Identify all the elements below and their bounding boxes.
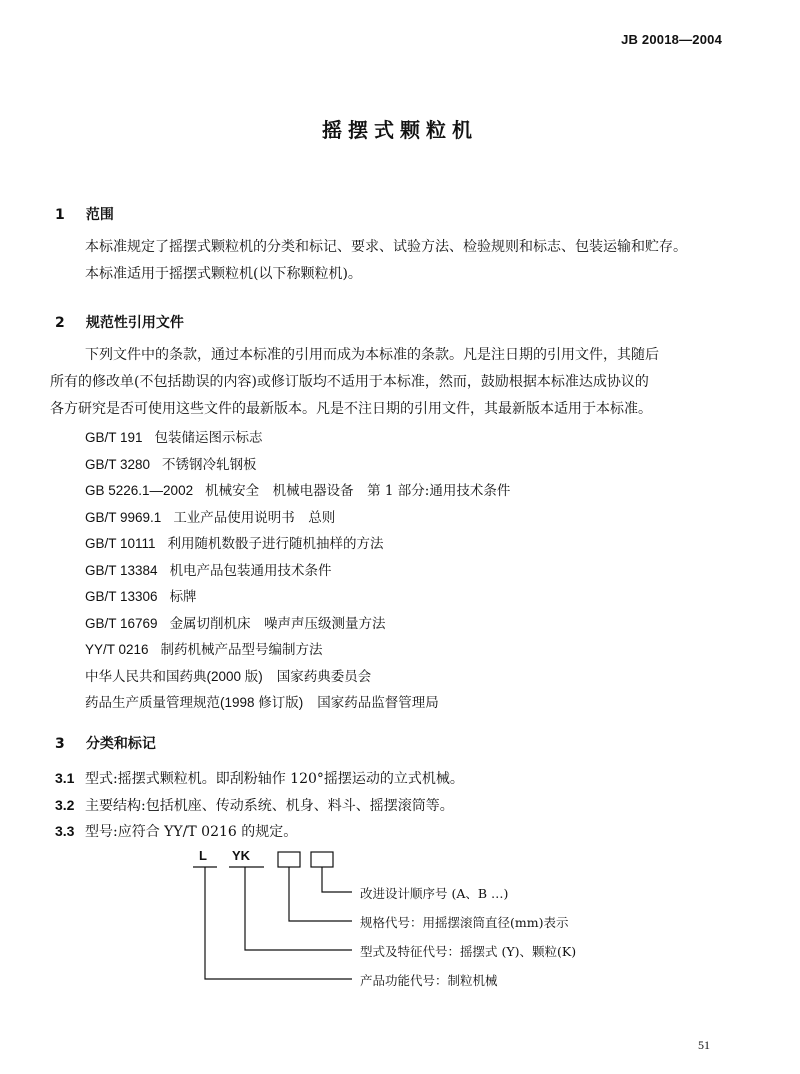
reference-item xyxy=(85,505,510,532)
diagram-letter-l: L xyxy=(199,848,207,863)
section-title: 分类和标记 xyxy=(85,736,156,752)
clause-number: 3.3 xyxy=(55,823,75,839)
reference-item xyxy=(85,425,510,452)
section-number: 1 xyxy=(55,207,65,223)
reference-item xyxy=(85,452,510,479)
reference-item xyxy=(85,478,510,505)
reference-code: GB/T 191 xyxy=(85,430,143,445)
reference-title: 机电产品包装通用技术条件 xyxy=(169,562,332,579)
section-title: 规范性引用文件 xyxy=(85,315,184,331)
paragraph-line: 各方研究是否可使用这些文件的最新版本。凡是不注日期的引用文件，其最新版本适用于本标准。 xyxy=(50,401,652,417)
reference-code: GB/T 16769 xyxy=(85,615,158,631)
reference-title: 机械安全 机械电器设备 第 1 部分:通用技术条件 xyxy=(205,483,511,499)
reference-title: 国家药品监督管理局 xyxy=(317,695,439,711)
reference-title: 国家药典委员会 xyxy=(276,668,372,685)
clause-text: 型号:应符合 YY/T 0216 的规定。 xyxy=(85,824,298,840)
clause-item xyxy=(55,765,464,792)
reference-code: 药品生产质量管理规范(1998 修订版) xyxy=(85,695,304,710)
clause-text: 型式:摇摆式颗粒机。即刮粉轴作 120°摇摆运动的立式机械。 xyxy=(85,771,464,787)
reference-code: GB/T 13384 xyxy=(85,562,158,578)
reference-title: 包装储运图示标志 xyxy=(154,430,263,446)
reference-title: 利用随机数骰子进行随机抽样的方法 xyxy=(167,536,384,552)
reference-item xyxy=(85,611,510,638)
paragraph-line: 下列文件中的条款，通过本标准的引用而成为本标准的条款。凡是注日期的引用文件，其随后 xyxy=(85,347,659,363)
page-number: 51 xyxy=(698,1038,710,1052)
section-title: 范围 xyxy=(85,207,114,223)
reference-title: 标牌 xyxy=(169,589,197,605)
model-designation-diagram xyxy=(0,840,800,1000)
reference-item xyxy=(85,584,510,611)
clause-list xyxy=(55,765,464,845)
reference-title: 金属切削机床 噪声声压级测量方法 xyxy=(169,615,386,632)
reference-item xyxy=(85,664,510,691)
diagram-desc-spec: 规格代号：用摇摆滚筒直径(mm)表示 xyxy=(360,915,569,930)
section-number: 3 xyxy=(55,736,65,752)
diagram-desc-revision: 改进设计顺序号 (A、B …) xyxy=(360,886,509,901)
paragraph: 本标准适用于摇摆式颗粒机(以下称颗粒机)。 xyxy=(85,266,362,282)
reference-title: 制药机械产品型号编制方法 xyxy=(160,642,323,658)
clause-item xyxy=(55,792,464,819)
reference-code: GB 5226.1—2002 xyxy=(85,483,194,498)
section-number: 2 xyxy=(55,315,65,331)
reference-item xyxy=(85,637,510,664)
section-2-heading xyxy=(55,312,184,332)
standard-code: JB 20018—2004 xyxy=(621,32,722,47)
clause-number: 3.2 xyxy=(55,796,75,813)
reference-code: YY/T 0216 xyxy=(85,642,149,657)
reference-item xyxy=(85,558,510,585)
paragraph: 本标准规定了摇摆式颗粒机的分类和标记、要求、试验方法、检验规则和标志、包装运输和贮存。 xyxy=(85,239,687,255)
diagram-desc-function: 产品功能代号：制粒机械 xyxy=(360,973,498,988)
reference-list xyxy=(85,425,510,717)
reference-code: GB/T 3280 xyxy=(85,456,151,472)
reference-code: GB/T 13306 xyxy=(85,589,158,604)
reference-title: 工业产品使用说明书 总则 xyxy=(173,509,336,526)
reference-code: 中华人民共和国药典(2000 版) xyxy=(85,668,263,684)
clause-number: 3.1 xyxy=(55,770,75,786)
reference-code: GB/T 10111 xyxy=(85,536,156,551)
reference-item xyxy=(85,531,510,558)
section-2-intro xyxy=(50,342,750,423)
section-1-body xyxy=(55,234,745,288)
clause-text: 主要结构:包括机座、传动系统、机身、料斗、摇摆滚筒等。 xyxy=(85,797,454,814)
section-3-heading xyxy=(55,733,156,753)
diagram-letters-yk: YK xyxy=(232,848,251,863)
reference-title: 不锈钢冷轧钢板 xyxy=(162,456,257,473)
reference-item xyxy=(85,690,510,717)
document-title: 摇摆式颗粒机 xyxy=(322,118,478,142)
section-1-heading xyxy=(55,204,114,224)
paragraph-line: 所有的修改单(不包括勘误的内容)或修订版均不适用于本标准，然而，鼓励根据本标准达成协议的 xyxy=(50,374,649,390)
diagram-desc-type: 型式及特征代号：摇摆式 (Y)、颗粒(K) xyxy=(360,944,577,959)
reference-code: GB/T 9969.1 xyxy=(85,509,162,525)
